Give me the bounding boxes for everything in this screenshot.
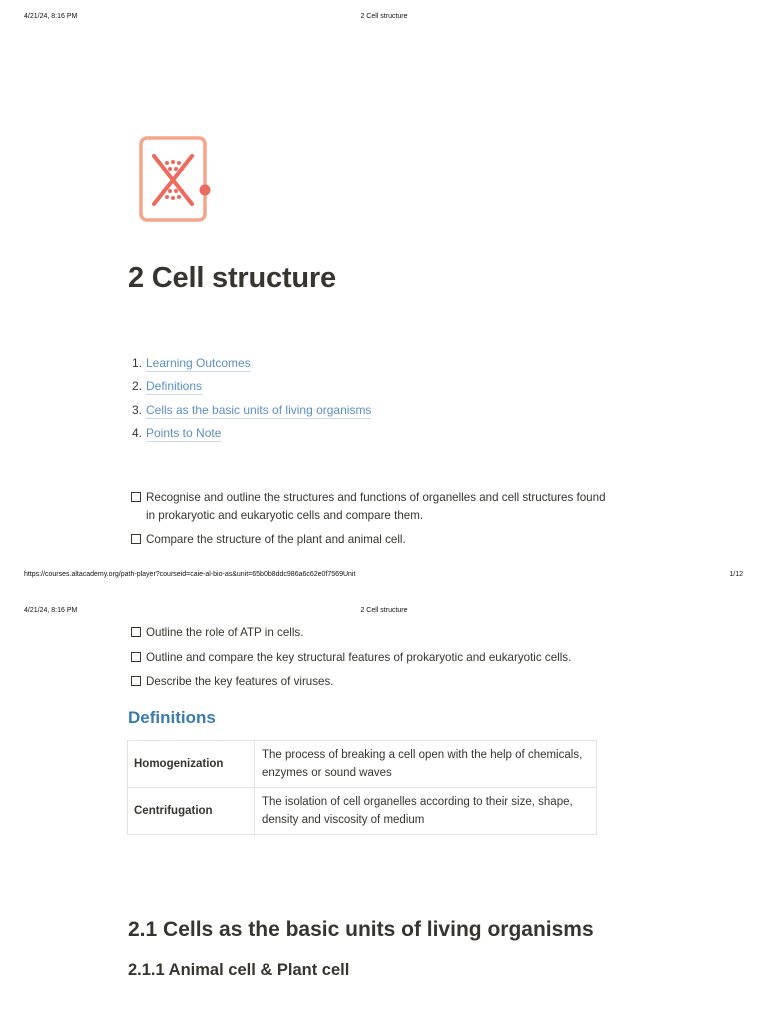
definition-description: The isolation of cell organelles according to their size, shape, density and viscosity of medium (255, 788, 597, 835)
table-of-contents (132, 354, 371, 447)
outcome-todo-item (131, 489, 616, 525)
section-heading-2-1: 2.1 Cells as the basic units of living organisms (128, 918, 594, 941)
definition-description: The process of breaking a cell open with the help of chemicals, enzymes or sound waves (255, 741, 597, 788)
toc-link-learning-outcomes[interactable]: Learning Outcomes (146, 356, 251, 370)
print-header-datetime: 4/21/24, 8:16 PM (24, 13, 78, 20)
todo-checkbox[interactable] (131, 652, 141, 662)
print-header-title: 2 Cell structure (360, 607, 408, 614)
toc-link-definitions[interactable]: Definitions (146, 379, 203, 394)
toc-number: 1. (132, 356, 143, 370)
print-header-datetime: 4/21/24, 8:16 PM (24, 607, 78, 614)
toc-number: 2. (132, 379, 143, 394)
outcome-text: Compare the structure of the plant and animal cell. (146, 533, 406, 546)
definition-term: Homogenization (128, 741, 255, 788)
toc-number: 3. (132, 402, 143, 417)
table-row (128, 741, 597, 788)
print-footer-page-number: 1/12 (729, 571, 743, 578)
todo-checkbox[interactable] (131, 492, 141, 502)
todo-checkbox[interactable] (131, 676, 141, 686)
toc-item (132, 354, 371, 377)
outcome-text: Outline the role of ATP in cells. (146, 626, 304, 639)
outcome-todo-item (131, 531, 616, 549)
dna-page-icon (138, 136, 212, 224)
outcome-todo-item (131, 649, 616, 667)
subsection-heading-2-1-1: 2.1.1 Animal cell & Plant cell (128, 961, 350, 979)
toc-item (132, 424, 371, 447)
outcome-text: Recognise and outline the structures and functions of organelles and cell structures found in prokaryotic and eukaryotic cells and compare them. (146, 491, 606, 522)
outcome-text: Describe the key features of viruses. (146, 675, 334, 688)
outcome-todo-item (131, 624, 616, 642)
print-header-title: 2 Cell structure (360, 13, 408, 20)
page-title: 2 Cell structure (128, 262, 336, 294)
toc-number: 4. (132, 425, 143, 440)
outcome-todo-item (131, 673, 616, 691)
todo-checkbox[interactable] (131, 627, 141, 637)
print-footer-url: https://courses.altacademy.org/path-player?courseid=caie-al-bio-as&unit=65b0b8ddc986a6c62e0f7569Unit (24, 571, 356, 578)
todo-checkbox[interactable] (131, 534, 141, 544)
toc-link-cells-basic-units[interactable]: Cells as the basic units of living organisms (146, 402, 372, 417)
toc-item (132, 377, 371, 400)
toc-link-points-to-note[interactable]: Points to Note (146, 425, 222, 440)
definitions-heading: Definitions (128, 708, 216, 727)
toc-item (132, 401, 371, 424)
outcome-text: Outline and compare the key structural features of prokaryotic and eukaryotic cells. (146, 651, 572, 664)
definition-term: Centrifugation (128, 788, 255, 835)
table-row (128, 788, 597, 835)
definitions-table (127, 740, 597, 835)
